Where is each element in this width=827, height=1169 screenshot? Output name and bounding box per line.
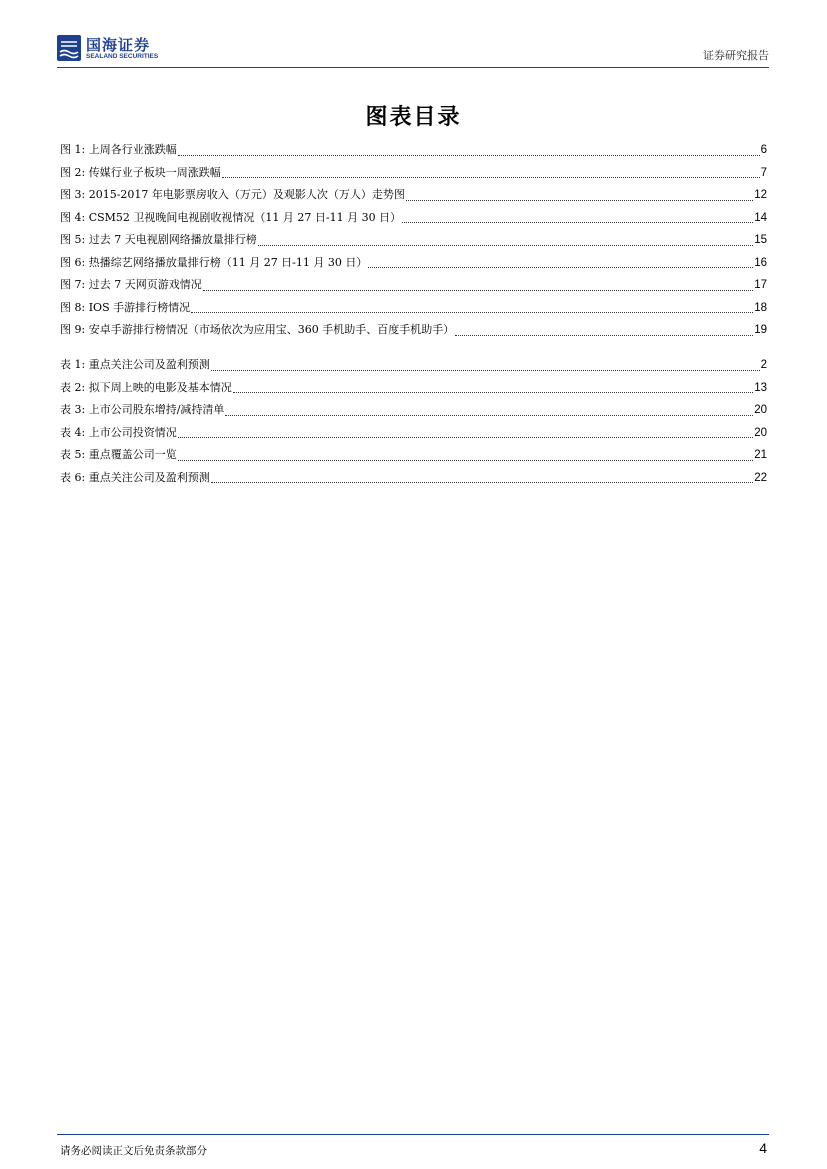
figure-entry[interactable]: [60, 139, 767, 162]
page-number: 4: [759, 1140, 767, 1156]
toc-leader-dots: [211, 474, 754, 483]
toc-entry-label: [60, 139, 177, 162]
toc-leader-dots: [368, 259, 753, 268]
toc-entry-number: 图 3:: [60, 188, 86, 201]
brand-name-en: SEALAND SECURITIES: [86, 53, 159, 60]
toc-entry-label: [60, 377, 232, 400]
toc-entry-title: 安卓手游排行榜情况（市场依次为应用宝、360 手机助手、百度手机助手）: [88, 323, 455, 336]
sealand-logo-icon: [57, 35, 81, 61]
figure-entry[interactable]: [60, 274, 767, 297]
toc-entry-page: 20: [754, 404, 767, 416]
header-divider: [57, 67, 769, 68]
toc-entry-title: 2015-2017 年电影票房收入（万元）及观影人次（万人）走势图: [88, 188, 405, 201]
toc-entry-number: 图 5:: [60, 233, 86, 246]
figure-entry[interactable]: [60, 229, 767, 252]
toc-entry-title: 传媒行业子板块一周涨跌幅: [88, 165, 221, 179]
toc-entry-number: 图 2:: [60, 165, 86, 179]
toc-entry-title: 热播综艺网络播放量排行榜（11 月 27 日-11 月 30 日）: [88, 255, 368, 269]
toc-leader-dots: [178, 147, 760, 156]
toc-entry-number: 表 3:: [60, 403, 86, 416]
figure-entry[interactable]: [60, 297, 767, 320]
toc-entry-label: [60, 399, 224, 422]
toc-leader-dots: [406, 192, 753, 201]
disclaimer-note: 请务必阅读正文后免责条款部分: [60, 1145, 207, 1157]
toc-entry-title: 重点关注公司及盈利预测: [88, 470, 210, 484]
table-entry[interactable]: [60, 444, 767, 467]
toc-entry-label: [60, 319, 454, 342]
toc-entry-number: 图 4:: [60, 210, 86, 224]
toc-entry-page: 7: [760, 166, 767, 179]
toc-entry-page: 20: [754, 426, 767, 439]
toc-entry-label: [60, 184, 405, 207]
document-type: 证券研究报告: [703, 49, 769, 62]
footer-divider: [57, 1134, 769, 1135]
table-entry[interactable]: [60, 467, 767, 490]
table-entry[interactable]: [60, 377, 767, 400]
figure-entry[interactable]: [60, 162, 767, 185]
figure-entry[interactable]: [60, 319, 767, 342]
toc-entry-page: 16: [754, 256, 767, 269]
toc-entry-number: 表 1:: [60, 358, 86, 371]
toc-entry-page: 18: [754, 301, 767, 314]
toc-entry-page: 14: [754, 211, 767, 224]
toc-entry-label: [60, 229, 257, 252]
toc-leader-dots: [233, 384, 754, 393]
brand-name-cn: 国海证券: [86, 36, 151, 54]
toc-entry-page: 12: [754, 189, 767, 201]
toc-entry-number: 图 6:: [60, 255, 86, 269]
toc-leader-dots: [455, 327, 753, 336]
toc-entry-page: 13: [754, 381, 767, 394]
toc-leader-dots: [211, 362, 760, 371]
page-title: 图表目录: [365, 105, 462, 130]
toc-entry-title: 重点关注公司及盈利预测: [88, 358, 210, 371]
table-entry[interactable]: [60, 399, 767, 422]
toc-entry-page: 17: [754, 279, 767, 291]
toc-entry-title: 上市公司股东增持/减持清单: [88, 403, 225, 416]
toc-entry-title: CSM52 卫视晚间电视剧收视情况（11 月 27 日-11 月 30 日）: [88, 210, 402, 224]
toc-entry-title: 重点覆盖公司一览: [88, 448, 177, 461]
toc-entry-number: 图 9:: [60, 323, 86, 336]
toc-entry-number: 图 1:: [60, 143, 86, 156]
toc-entry-number: 表 2:: [60, 380, 86, 394]
toc-leader-dots: [203, 282, 754, 291]
toc-leader-dots: [222, 169, 760, 178]
toc-entry-page: 22: [754, 471, 767, 484]
toc-entry-page: 19: [754, 324, 767, 336]
toc-entry-label: [60, 444, 177, 467]
figure-list: [60, 139, 767, 342]
toc-entry-label: [60, 422, 177, 445]
table-entry[interactable]: [60, 354, 767, 377]
toc-leader-dots: [258, 237, 754, 246]
toc-entry-number: 图 7:: [60, 278, 86, 291]
toc-leader-dots: [178, 429, 754, 438]
page-header: [57, 34, 769, 66]
table-entry[interactable]: [60, 422, 767, 445]
toc-entry-number: 表 4:: [60, 425, 86, 439]
figure-entry[interactable]: [60, 207, 767, 230]
toc-entry-label: [60, 297, 190, 320]
toc-entry-page: 2: [760, 359, 767, 371]
toc-leader-dots: [178, 452, 754, 461]
toc-entry-title: 上周各行业涨跌幅: [88, 143, 177, 156]
table-list: [60, 354, 767, 489]
toc-entry-title: IOS 手游排行榜情况: [88, 300, 191, 314]
toc-leader-dots: [191, 304, 753, 313]
toc-entry-number: 表 5:: [60, 448, 86, 461]
toc-leader-dots: [402, 214, 753, 223]
toc-entry-label: [60, 467, 210, 490]
toc-entry-label: [60, 162, 221, 185]
toc-entry-label: [60, 207, 401, 230]
toc-entry-page: 15: [754, 234, 767, 246]
toc-entry-title: 过去 7 天电视剧网络播放量排行榜: [88, 233, 257, 246]
figure-entry[interactable]: [60, 184, 767, 207]
toc-entry-title: 过去 7 天网页游戏情况: [88, 278, 202, 291]
toc-entry-label: [60, 274, 202, 297]
toc-entry-label: [60, 252, 367, 275]
toc-entry-number: 表 6:: [60, 470, 86, 484]
figure-entry[interactable]: [60, 252, 767, 275]
sealand-logo: [57, 34, 217, 64]
toc-entry-page: 21: [754, 449, 767, 461]
toc-entry-title: 拟下周上映的电影及基本情况: [88, 380, 232, 394]
toc-entry-label: [60, 354, 210, 377]
toc-leader-dots: [225, 407, 753, 416]
toc-entry-number: 图 8:: [60, 300, 86, 314]
toc-entry-title: 上市公司投资情况: [88, 425, 177, 439]
toc-entry-page: 6: [760, 144, 767, 156]
